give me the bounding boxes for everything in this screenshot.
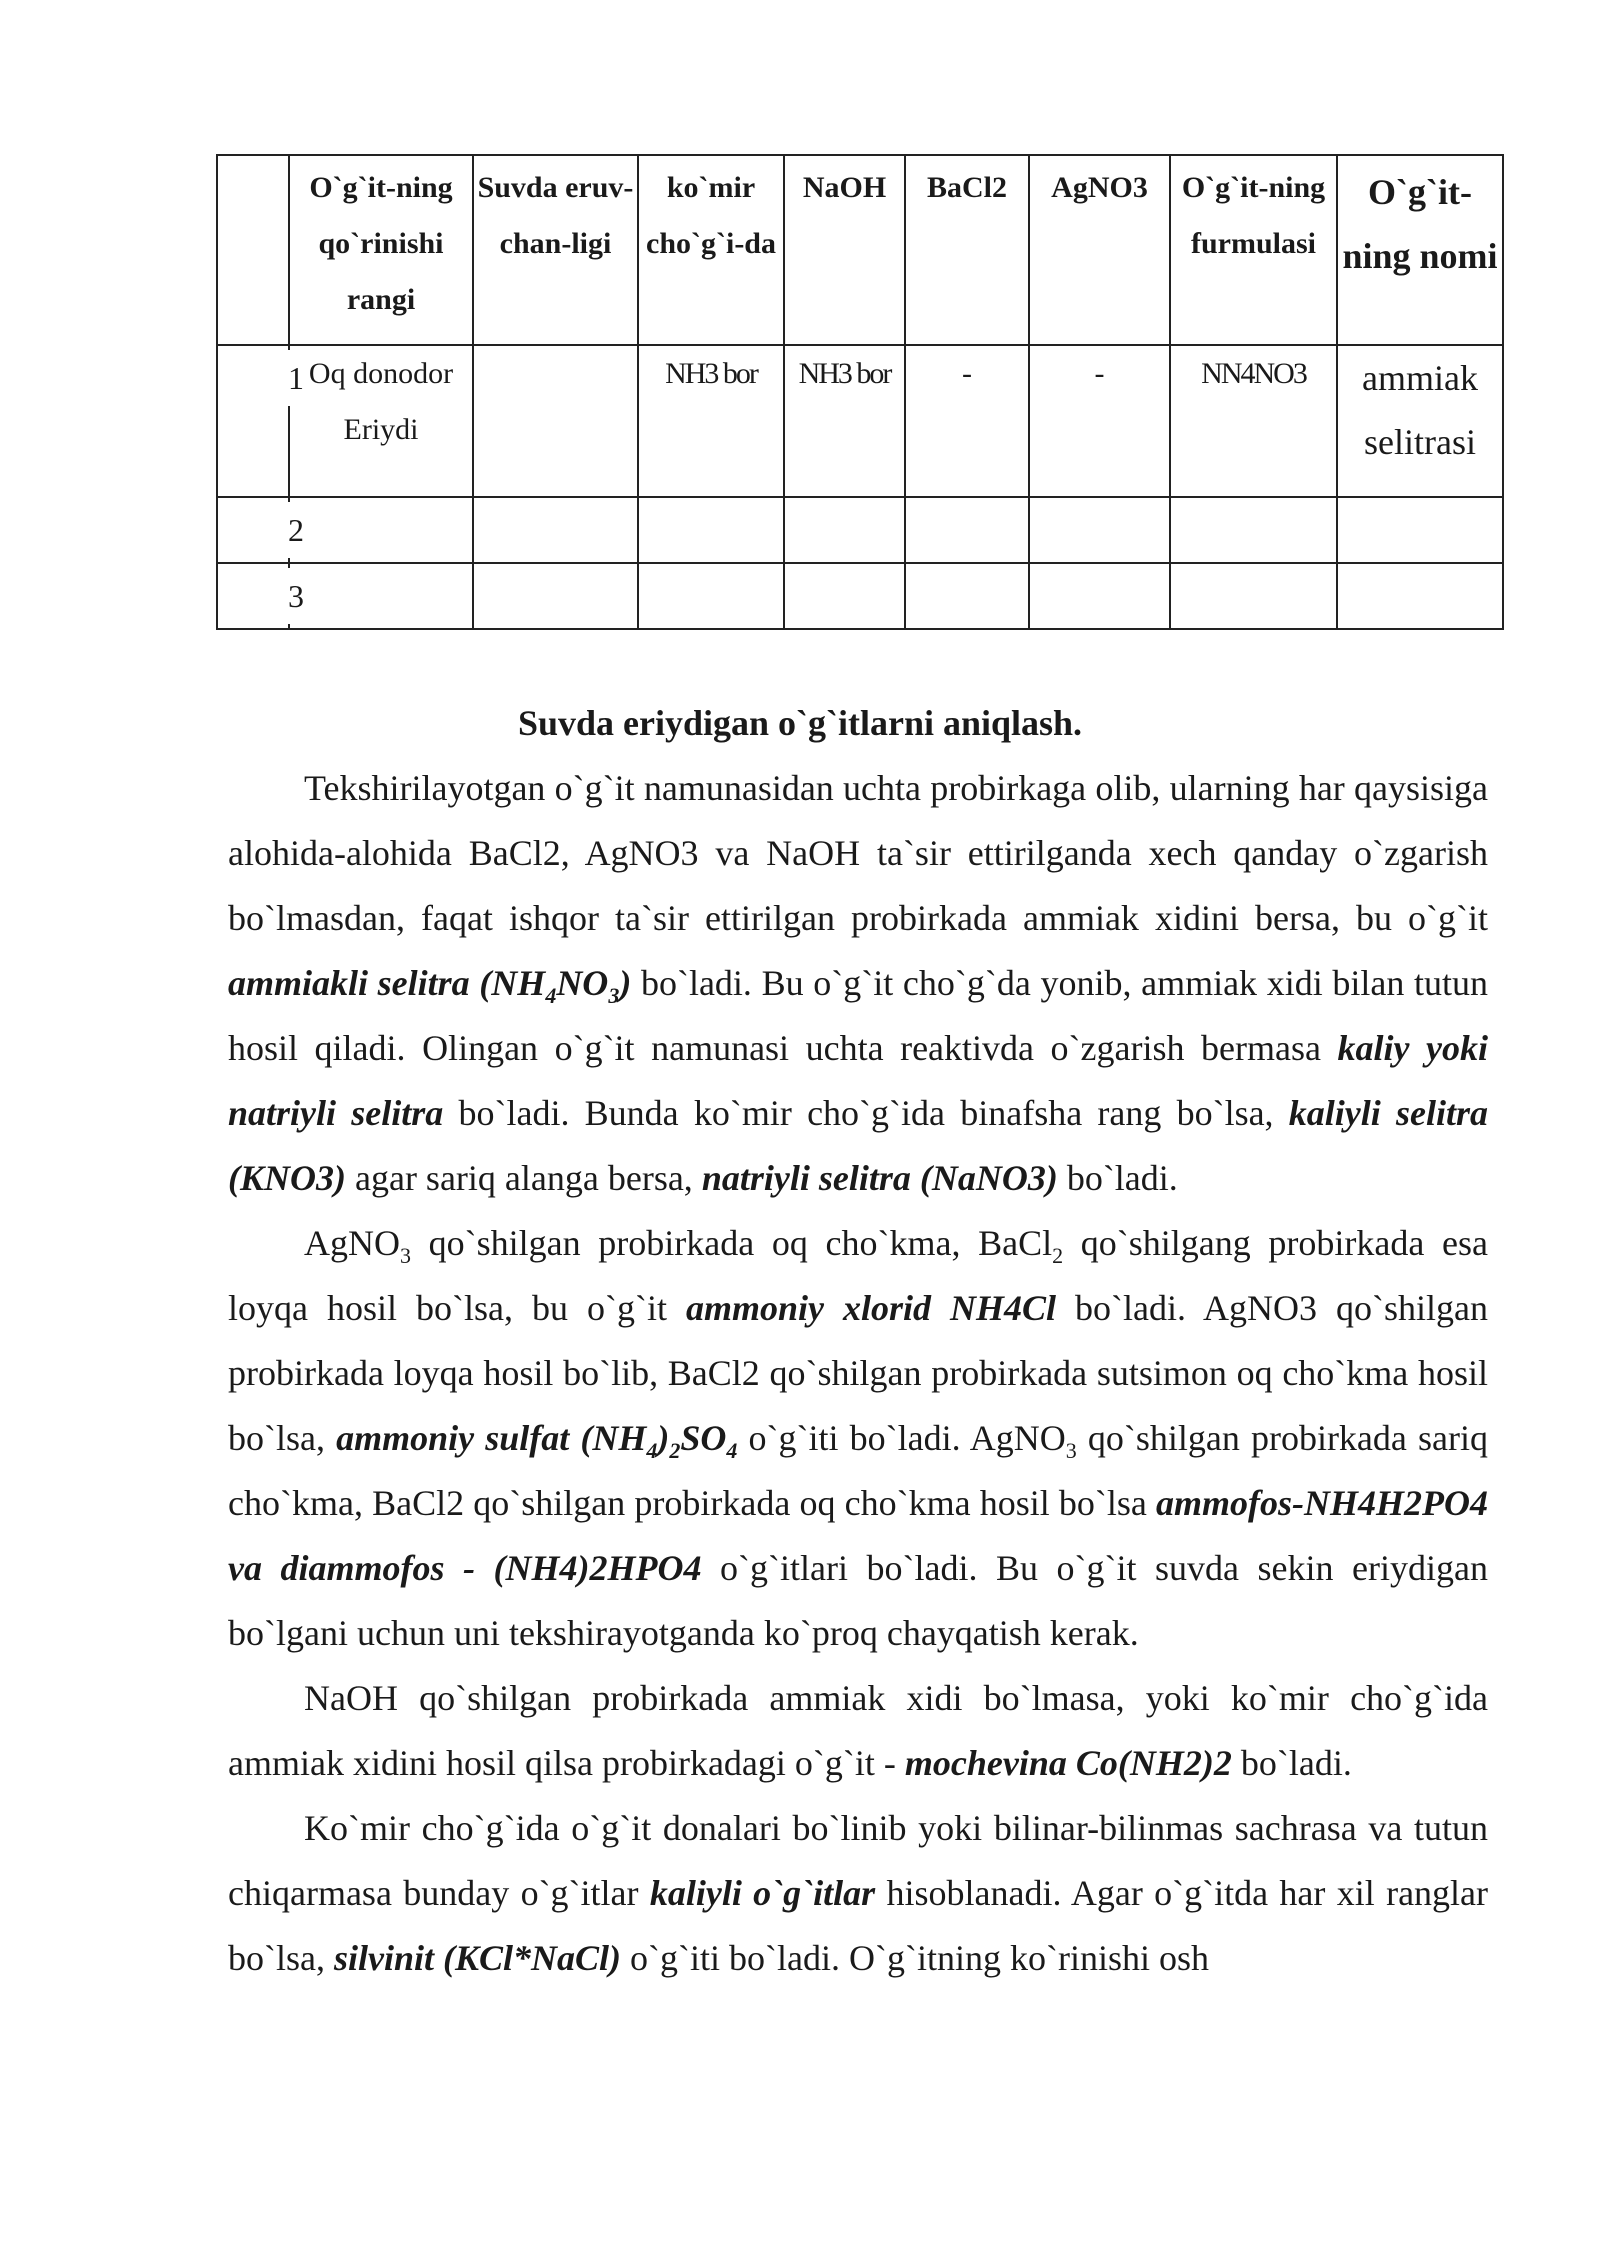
table-cell: 1 — [217, 345, 289, 497]
table-row — [217, 497, 1503, 563]
table-row — [217, 345, 1503, 497]
header-cell-charcoal: ko`mir cho`g`i-da — [638, 155, 784, 345]
table-cell: - — [1029, 345, 1170, 497]
table-cell — [473, 563, 638, 629]
table-cell — [905, 563, 1029, 629]
table-cell — [784, 563, 905, 629]
table-cell: NN4NO3 — [1170, 345, 1337, 497]
table-cell — [473, 345, 638, 497]
header-cell-formula: O`g`it-ning furmulasi — [1170, 155, 1337, 345]
fertilizer-table — [216, 154, 1504, 630]
table-cell: 3 — [217, 563, 289, 629]
table-cell — [289, 563, 473, 629]
table-cell: - — [905, 345, 1029, 497]
table-cell: NH3 bor — [638, 345, 784, 497]
header-cell-name: O`g`it-ning nomi — [1337, 155, 1503, 345]
paragraph: NaOH qo`shilgan probirkada ammiak xidi bo`lmasa, yoki ko`mir cho`g`ida ammiak xidini hosil qilsa probirkadagi o`g`it - mochevina Co(NH2)2 bo`ladi. — [228, 1678, 1488, 1783]
header-cell-bacl2: BaCl2 — [905, 155, 1029, 345]
table-cell — [905, 497, 1029, 563]
header-cell-appearance: O`g`it-ning qo`rinishi rangi — [289, 155, 473, 345]
table-header-row — [217, 155, 1503, 345]
paragraph: Tekshirilayotgan o`g`it namunasidan uchta probirkaga olib, ularning har qaysisiga alohida-alohida BaCl2, AgNO3 va NaOH ta`sir ettirilganda xech qanday o`zgarish bo`lmasdan, faqat ishqor ta`sir ettirilgan probirkada ammiak xidini bersa, bu o`g`it ammiakli selitra $(NH_4NO_3)$ bo`ladi. Bu o`g`it cho`g`da yonib, ammiak xidi bilan tutun hosil qiladi. Olingan o`g`it namunasi uchta reaktivda o`zgarish bermasa kaliy yoki natriyli selitra bo`ladi. Bunda ko`mir cho`g`ida binafsha rang bo`lsa, kaliyli selitra (KNO3) agar sariq alanga bersa, natriyli selitra (NaNO3) bo`ladi. — [228, 768, 1488, 1198]
table-cell — [1170, 497, 1337, 563]
header-cell-solubility: Suvda eruv-chan-ligi — [473, 155, 638, 345]
table-cell — [1337, 497, 1503, 563]
body-text — [228, 756, 1488, 1991]
table-cell — [1337, 563, 1503, 629]
table-cell — [638, 563, 784, 629]
paragraph: AgNO$_3$ qo`shilgan probirkada oq cho`kma, BaCl$_2$ qo`shilgang probirkada esa loyqa hosil bo`lsa, bu o`g`it ammoniy xlorid NH4Cl bo`ladi. AgNO3 qo`shilgan probirkada loyqa hosil bo`lib, BaCl2 qo`shilgan probirkada sutsimon oq cho`kma hosil bo`lsa, ammoniy sulfat $(NH_4)_2SO_4$ o`g`iti bo`ladi. AgNO$_3$ qo`shilgan probirkada sariq cho`kma, BaCl2 qo`shilgan probirkada oq cho`kma hosil bo`lsa ammofos-NH4H2PO4 va diammofos - (NH4)2HPO4 o`g`itlari bo`ladi. Bu o`g`it suvda sekin eriydigan bo`lgani uchun uni tekshirayotganda ko`proq chayqatish kerak. — [228, 1223, 1489, 1653]
table-cell — [1029, 497, 1170, 563]
header-cell-naoh: NaOH — [784, 155, 905, 345]
table-cell: ammiak selitrasi — [1337, 345, 1503, 497]
table-row — [217, 563, 1503, 629]
header-cell-agno3: AgNO3 — [1029, 155, 1170, 345]
header-cell-number — [217, 155, 289, 345]
table-cell: Oq donodor Eriydi — [289, 345, 473, 497]
table-cell — [784, 497, 905, 563]
table-cell: NH3 bor — [784, 345, 905, 497]
table-cell: 2 — [217, 497, 289, 563]
paragraph: Ko`mir cho`g`ida o`g`it donalari bo`linib yoki bilinar-bilinmas sachrasa va tutun chiqarmasa bunday o`g`itlar kaliyli o`g`itlar hisoblanadi. Agar o`g`itda har xil ranglar bo`lsa, silvinit (KCl*NaCl) o`g`iti bo`ladi. O`g`itning ko`rinishi osh — [228, 1808, 1489, 1978]
table-cell — [289, 497, 473, 563]
table-cell — [1029, 563, 1170, 629]
table-cell — [473, 497, 638, 563]
table-cell — [1170, 563, 1337, 629]
table-cell — [638, 497, 784, 563]
section-heading: Suvda eriydigan o`g`itlarni aniqlash. — [517, 703, 1083, 743]
